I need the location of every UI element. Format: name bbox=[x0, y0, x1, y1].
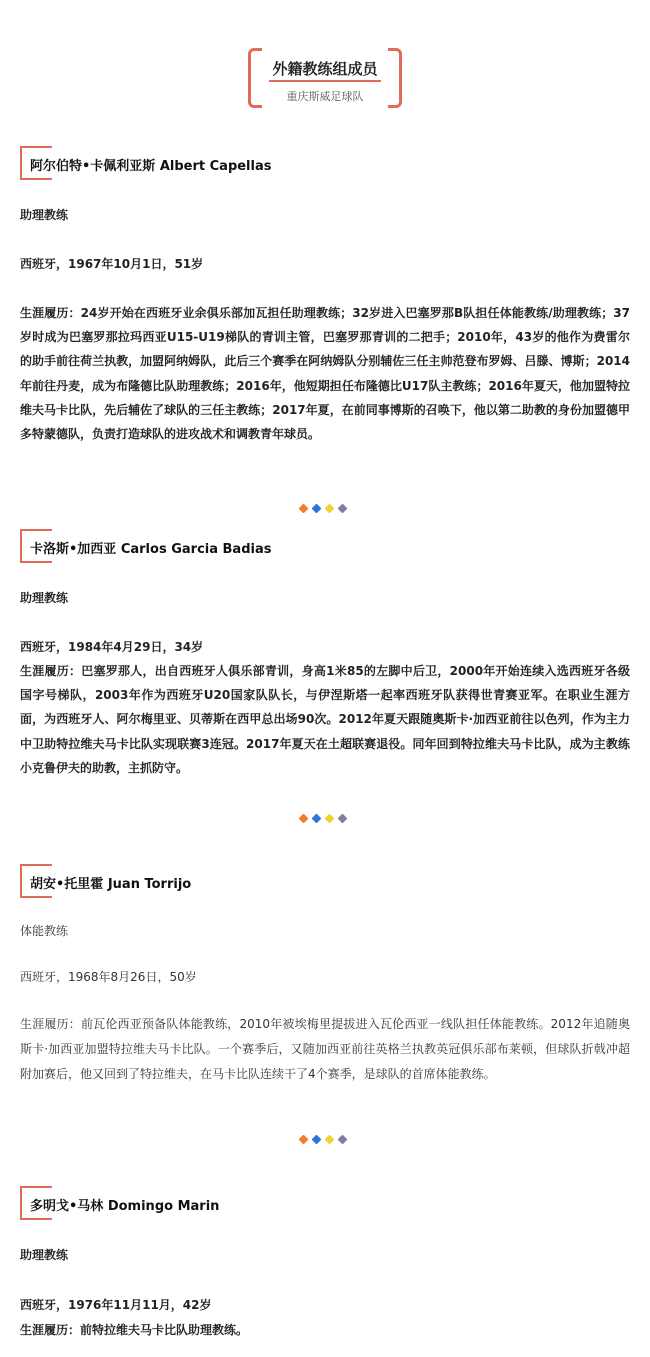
coach-info: 西班牙，1976年11月11月，42岁 bbox=[20, 1298, 212, 1312]
coach-role: 体能教练 bbox=[20, 924, 69, 938]
divider-dot bbox=[312, 814, 322, 824]
coach-heading bbox=[20, 529, 320, 563]
divider-dot bbox=[299, 504, 309, 514]
coach-name: 多明戈•马林 Domingo Marin bbox=[30, 1199, 220, 1214]
coach-info: 西班牙，1984年4月29日，34岁 bbox=[20, 640, 204, 654]
coach-heading bbox=[20, 864, 320, 898]
coach-name: 胡安•托里霍 Juan Torrijo bbox=[30, 877, 192, 892]
coach-role: 助理教练 bbox=[20, 1248, 69, 1262]
header-bracket-right bbox=[388, 48, 402, 108]
coach-heading bbox=[20, 1186, 320, 1220]
coach-bio: 生涯履历：24岁开始在西班牙业余俱乐部加瓦担任助理教练；32岁进入巴塞罗那B队担任体能教练/助理教练；37岁时成为巴塞罗那拉玛西亚U15-U19梯队的青训主管，巴塞罗那青训的二把手；2010年，43岁的他作为费雷尔的助手前往荷兰执教，加盟阿纳姆队，此后三个赛季在阿纳姆队分别辅佐三任主帅范登布罗姆、吕滕、博斯；2014年前往丹麦，成为布隆德比队助理教练；2016年，他短期担任布隆德比U17队主教练；2016年夏天，他加盟特拉维夫马卡比队，先后辅佐了球队的三任主教练；2017年夏，在前同事博斯的召唤下，他以第二助教的身份加盟德甲多特蒙德队，负责打造球队的进攻战术和调教青年球员。 bbox=[20, 306, 630, 442]
coach-role: 助理教练 bbox=[20, 591, 69, 605]
coach-name: 卡洛斯•加西亚 Carlos Garcia Badias bbox=[30, 542, 272, 557]
coach-name: 阿尔伯特•卡佩利亚斯 Albert Capellas bbox=[30, 159, 272, 174]
coach-info: 西班牙，1968年8月26日，50岁 bbox=[20, 970, 197, 984]
section-divider bbox=[300, 505, 350, 513]
coach-heading bbox=[20, 146, 320, 180]
coach-bio: 生涯履历：前瓦伦西亚预备队体能教练，2010年被埃梅里提拔进入瓦伦西亚一线队担任体能教练。2012年追随奥斯卡·加西亚加盟特拉维夫马卡比队。一个赛季后，又随加西亚前往英格兰执教英冠俱乐部布莱顿，但球队折戟冲超附加赛后，他又回到了特拉维夫，在马卡比队连续干了4个赛季，是球队的首席体能教练。 bbox=[20, 1017, 630, 1081]
section-divider bbox=[300, 1136, 350, 1144]
section-divider bbox=[300, 815, 350, 823]
divider-dot bbox=[338, 1135, 348, 1145]
divider-dot bbox=[338, 814, 348, 824]
page-subtitle: 重庆斯威足球队 bbox=[286, 90, 364, 103]
header-bracket-left bbox=[248, 48, 262, 108]
divider-dot bbox=[299, 1135, 309, 1145]
coach-bio: 生涯履历：前特拉维夫马卡比队助理教练。 bbox=[20, 1323, 249, 1337]
divider-dot bbox=[325, 1135, 335, 1145]
divider-dot bbox=[299, 814, 309, 824]
coach-info: 西班牙，1967年10月1日，51岁 bbox=[20, 257, 204, 271]
divider-dot bbox=[325, 504, 335, 514]
coach-bio: 生涯履历：巴塞罗那人，出自西班牙人俱乐部青训，身高1米85的左脚中后卫，2000年开始连续入选西班牙各级国字号梯队，2003年作为西班牙U20国家队队长，与伊涅斯塔一起率西班牙队获得世青赛亚军。在职业生涯方面，为西班牙人、阿尔梅里亚、贝蒂斯在西甲总出场90次。2012年夏天跟随奥斯卡·加西亚前往以色列，作为主力中卫助特拉维夫马卡比队实现联赛3连冠。2017年夏天在土超联赛退役。同年回到特拉维夫马卡比队，成为主教练小克鲁伊夫的助教，主抓防守。 bbox=[20, 664, 630, 775]
divider-dot bbox=[312, 1135, 322, 1145]
page-title: 外籍教练组成员 bbox=[272, 60, 378, 78]
divider-dot bbox=[338, 504, 348, 514]
coach-role: 助理教练 bbox=[20, 208, 69, 222]
divider-dot bbox=[325, 814, 335, 824]
header-rule bbox=[269, 80, 381, 82]
divider-dot bbox=[312, 504, 322, 514]
